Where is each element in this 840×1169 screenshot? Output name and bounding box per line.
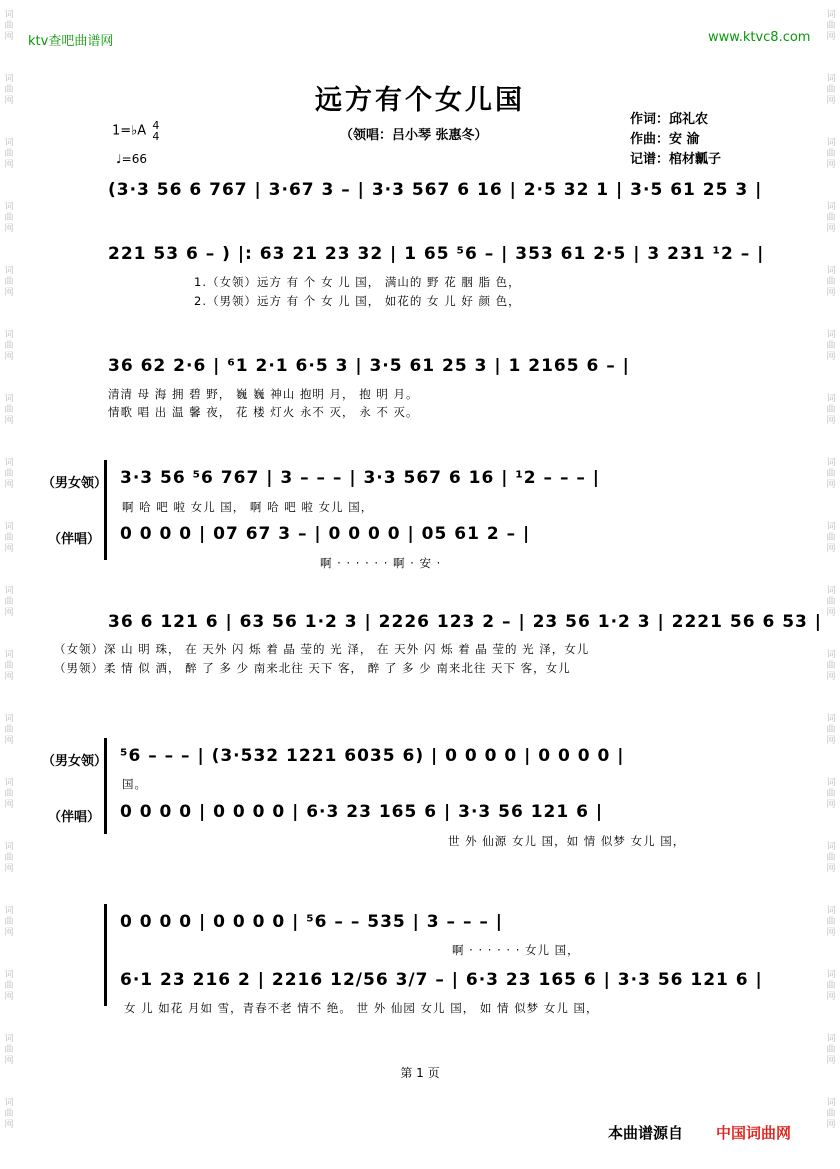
side-watermark-text: 词 曲 网 [4,842,14,874]
lyric-row-10: 女 儿 如花 月如 雪，青春不老 情不 绝。 世 外 仙园 女儿 国， 如 情 似梦 女儿 国， [124,1001,599,1015]
lyric-row-7: 国。 [122,777,147,791]
side-watermark-text: 词 曲 网 [4,266,14,298]
side-watermark-text: 词 曲 网 [826,10,836,42]
side-watermark-text: 词 曲 网 [826,970,836,1002]
lyric-row-2-verse-2: 2.（男领）远方 有 个 女 儿 国， 如花的 女 儿 好 颜 色， [194,294,521,308]
tempo-mark: ♩=66 [116,152,147,166]
side-watermark-text: 词 曲 网 [4,906,14,938]
time-signature [152,120,159,142]
score-row-9 [0,912,840,952]
side-watermark-text: 词 曲 网 [4,650,14,682]
side-watermark-text: 词 曲 网 [826,266,836,298]
side-watermark-text: 词 曲 网 [4,778,14,810]
notes-row-2: 221 53 6 – ) |: 63 21 23 32 | 1 65 ⁵6 – | 353 61 2·5 | 3 231 ¹2 – | [108,244,765,264]
side-watermark-text: 词 曲 网 [4,970,14,1002]
part-label-lead: （男女领） [42,476,108,491]
lyric-row-3-verse-2: 情歌 唱 出 温 馨 夜， 花 楼 灯火 永不 灭， 永 不 灭。 [108,405,419,419]
side-watermark-text: 词 曲 网 [4,586,14,618]
side-watermark-text: 词 曲 网 [826,1034,836,1066]
notes-row-3: 36 62 2·6 | ⁶1 2·1 6·5 3 | 3·5 61 25 3 | 1 2165 6 – | [108,356,630,376]
key-signature [112,120,159,142]
time-bottom: 4 [152,130,160,143]
side-watermark-text: 词 曲 网 [4,1098,14,1130]
side-watermark-text: 词 曲 网 [826,330,836,362]
notes-row-7: ⁵6 – – – | (3·532 1221 6035 6) | 0 0 0 0 | 0 0 0 0 | [120,746,625,766]
side-watermark-text: 词 曲 网 [826,650,836,682]
side-watermark-text: 词 曲 网 [826,586,836,618]
lyric-row-5: 啊 · · · · · · 啊 · 安 · [320,556,442,570]
transcriber: 记谱：棺材瓤子 [630,152,722,167]
lyric-row-6-verse-2: （男领）柔 情 似 酒， 醉 了 多 少 南来北往 天下 客， 醉 了 多 少 南来北往 天下 客，女儿 [54,661,571,675]
side-watermark-text: 词 曲 网 [826,202,836,234]
side-watermark-text: 词 曲 网 [826,778,836,810]
side-watermark-text: 词 曲 网 [4,74,14,106]
lyric-row-6-verse-1: （女领）深 山 明 珠， 在 天外 闪 烁 着 晶 莹的 光 泽， 在 天外 闪 烁 着 晶 莹的 光 泽，女儿 [54,642,590,656]
footer-source-site: 中国词曲网 [716,1124,792,1142]
lyricist: 作词：邱礼农 [630,112,709,127]
side-watermark-text: 词 曲 网 [4,138,14,170]
lyric-row-9: 啊 · · · · · · 女儿 国， [452,943,580,957]
key-label: 1=♭A [112,123,147,139]
side-watermark-text: 词 曲 网 [4,1034,14,1066]
notes-row-6: 36 6 121 6 | 63 56 1·2 3 | 2226 123 2 – | 23 56 1·2 3 | 2221 56 6 53 | [108,612,822,632]
notes-row-5: 0 0 0 0 | 07 67 3 – | 0 0 0 0 | 05 61 2 – | [120,524,531,544]
side-watermark-text: 词 曲 网 [826,458,836,490]
right-site-watermark: www.ktvc8.com [708,30,811,45]
song-title: 远方有个女儿国 [315,85,525,116]
singers: （领唱：吕小琴 张惠冬） [340,128,488,143]
part-label-chorus-2: （伴唱） [48,810,101,825]
lyric-row-4: 啊 哈 吧 啦 女儿 国， 啊 哈 吧 啦 女儿 国， [122,500,374,514]
side-watermark-text: 词 曲 网 [826,522,836,554]
notes-row-1: (3·3 56 6 767 | 3·67 3 – | 3·3 567 6 16 | 2·5 32 1 | 3·5 61 25 3 | [108,180,763,200]
side-watermark-text: 词 曲 网 [826,714,836,746]
side-watermark-text: 词 曲 网 [826,394,836,426]
part-label-chorus: （伴唱） [48,532,101,547]
side-watermark-text: 词 曲 网 [826,906,836,938]
footer-source-label: 本曲谱源自 [608,1124,684,1142]
left-site-watermark: ktv查吧曲谱网 [28,34,114,49]
page-number: 第 1 页 [400,1066,440,1080]
side-watermark-text: 词 曲 网 [4,394,14,426]
notes-row-4: 3·3 56 ⁵6 767 | 3 – – – | 3·3 567 6 16 | ¹2 – – – | [120,468,601,488]
side-watermark-text: 词 曲 网 [4,330,14,362]
side-watermark-text: 词 曲 网 [826,74,836,106]
side-watermark-text: 词 曲 网 [4,714,14,746]
notes-row-10: 6·1 23 216 2 | 2216 12/56 3/7 – | 6·3 23 165 6 | 3·3 56 121 6 | [120,970,763,990]
side-watermark-text: 词 曲 网 [4,10,14,42]
side-watermark-text: 词 曲 网 [826,138,836,170]
score-row-8 [0,802,840,842]
notes-row-9: 0 0 0 0 | 0 0 0 0 | ⁵6 – – 535 | 3 – – – | [120,912,504,932]
part-label-lead-2: （男女领） [42,754,108,769]
time-top: 4 [152,119,160,132]
notes-row-8: 0 0 0 0 | 0 0 0 0 | 6·3 23 165 6 | 3·3 56 121 6 | [120,802,604,822]
side-watermark-text: 词 曲 网 [4,458,14,490]
lyric-row-2-verse-1: 1.（女领）远方 有 个 女 儿 国， 满山的 野 花 胭 脂 色， [194,275,521,289]
composer: 作曲：安 渝 [630,132,700,147]
side-watermark-text: 词 曲 网 [826,1098,836,1130]
lyric-row-3-verse-1: 清清 母 海 拥 碧 野， 巍 巍 神山 抱明 月， 抱 明 月。 [108,387,419,401]
side-watermark-text: 词 曲 网 [4,202,14,234]
side-watermark-text: 词 曲 网 [4,522,14,554]
side-watermark-text: 词 曲 网 [826,842,836,874]
lyric-row-8: 世 外 仙源 女儿 国，如 情 似梦 女儿 国， [448,834,686,848]
score-row-1 [0,180,840,220]
